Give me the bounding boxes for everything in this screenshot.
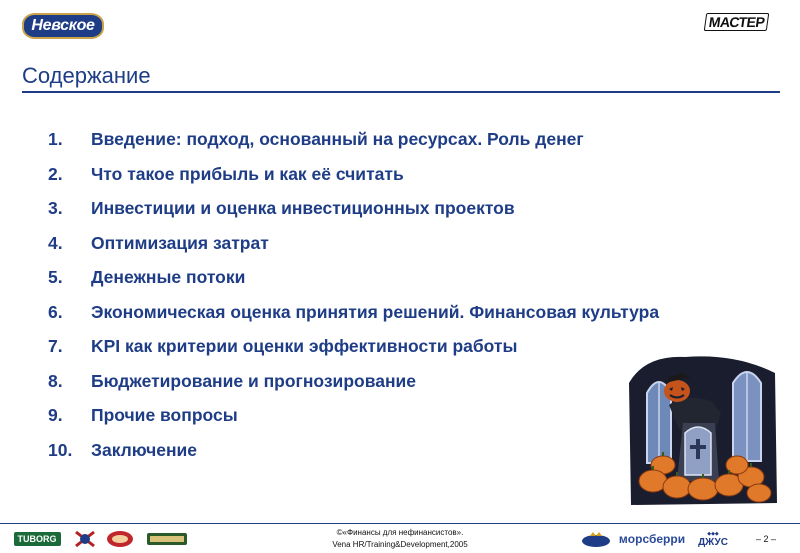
item-text: Оптимизация затрат bbox=[91, 232, 269, 253]
item-number: 6. bbox=[48, 301, 63, 322]
item-text: Инвестиции и оценка инвестиционных проектов bbox=[91, 198, 515, 218]
master-logo-text: МАСТЕР bbox=[703, 13, 769, 31]
list-item bbox=[48, 440, 659, 475]
red-badge-icon bbox=[106, 530, 134, 548]
item-number: 1. bbox=[48, 129, 63, 149]
list-item bbox=[48, 371, 659, 406]
item-number: 3. bbox=[48, 198, 63, 218]
list-item bbox=[48, 302, 659, 337]
list-item bbox=[48, 336, 659, 371]
footer-line-1: ©«Финансы для нефинансистов». bbox=[336, 528, 464, 537]
morsberry-logo-text: мoрсберри bbox=[618, 532, 686, 546]
tuborg-logo bbox=[12, 529, 62, 549]
list-item bbox=[48, 233, 659, 268]
tuborg-logo-text: TUBORG bbox=[14, 532, 61, 546]
morsberry-logo bbox=[616, 529, 688, 549]
brand-logo-3 bbox=[106, 529, 134, 549]
master-logo bbox=[703, 13, 769, 31]
juice-logo bbox=[696, 529, 730, 549]
list-item bbox=[48, 198, 659, 233]
item-text: Прочие вопросы bbox=[91, 405, 238, 425]
footer-line-2: Vena HR/Training&Development,2005 bbox=[332, 540, 468, 549]
brand-logo-4 bbox=[146, 529, 188, 549]
pumpkin-illustration bbox=[625, 353, 780, 508]
item-number: 2. bbox=[48, 163, 63, 184]
contents-list bbox=[48, 129, 659, 474]
crown-badge-icon bbox=[581, 530, 611, 548]
page-number: – 2 – bbox=[755, 534, 776, 544]
item-text: Заключение bbox=[91, 439, 198, 460]
item-text: Денежные потоки bbox=[91, 267, 246, 287]
juice-logo-top: ◆◆◆ bbox=[707, 530, 719, 537]
item-text: Экономическая оценка принятия решений. Финансовая культура bbox=[91, 301, 660, 322]
item-number: 4. bbox=[48, 232, 63, 253]
list-item bbox=[48, 164, 659, 199]
brand-logo-2 bbox=[72, 529, 98, 549]
list-item bbox=[48, 129, 659, 164]
item-text: Введение: подход, основанный на ресурсах. Роль денег bbox=[91, 129, 584, 149]
footer-copyright bbox=[290, 527, 510, 551]
item-text: KPI как критерии оценки эффективности работы bbox=[91, 336, 518, 356]
item-number: 8. bbox=[48, 370, 63, 391]
nevskoe-logo-text: Невское bbox=[31, 17, 95, 34]
list-item bbox=[48, 267, 659, 302]
item-number: 9. bbox=[48, 405, 63, 425]
item-number: 7. bbox=[48, 336, 63, 356]
title-divider bbox=[22, 91, 780, 93]
green-banner-icon bbox=[147, 532, 187, 546]
item-text: Что такое прибыль и как её считать bbox=[91, 163, 404, 184]
item-number: 5. bbox=[48, 267, 63, 287]
item-number: 10. bbox=[48, 439, 73, 460]
nevskoe-logo bbox=[22, 13, 104, 39]
list-item bbox=[48, 405, 659, 440]
brand-logo-5 bbox=[580, 529, 612, 549]
page-title: Содержание bbox=[22, 63, 151, 88]
juice-logo-text: ДЖУС bbox=[698, 536, 728, 548]
footer-divider bbox=[0, 523, 800, 524]
item-text: Бюджетирование и прогнозирование bbox=[91, 370, 417, 391]
crossed-logo-icon bbox=[73, 529, 97, 549]
